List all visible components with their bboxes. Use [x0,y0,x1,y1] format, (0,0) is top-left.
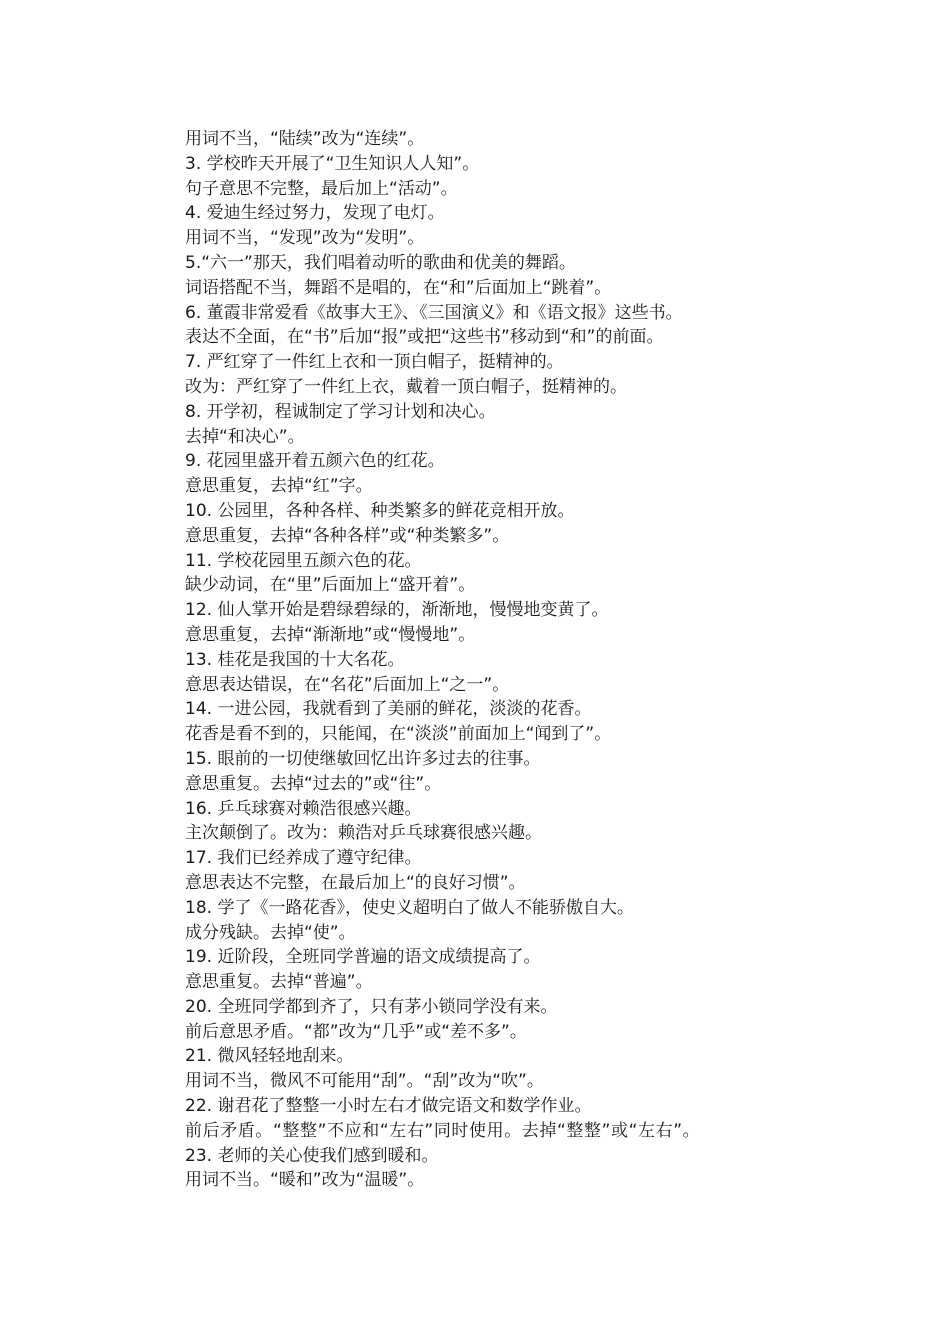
answer-line: 用词不当，微风不可能用“刮”。“刮”改为“吹”。 [185,1071,544,1092]
question-line: 17. 我们已经养成了遵守纪律。 [185,848,422,869]
answer-line: 去掉“和决心”。 [185,426,305,447]
answer-line: 意思表达不完整，在最后加上“的良好习惯”。 [185,872,526,893]
question-line: 12. 仙人掌开始是碧绿碧绿的，渐渐地，慢慢地变黄了。 [185,600,609,621]
answer-line: 意思表达错误，在“名花”后面加上“之一”。 [185,674,510,695]
answer-line: 句子意思不完整，最后加上“活动”。 [185,178,458,199]
question-line: 22. 谢君花了整整一小时左右才做完语文和数学作业。 [185,1096,592,1117]
question-line: 18. 学了《一路花香》，使史义超明白了做人不能骄傲自大。 [185,897,634,918]
question-line: 6. 董霞非常爱看《故事大王》、《三国演义》和《语文报》这些书。 [185,302,683,323]
answer-line: 意思重复，去掉“渐渐地”或“慢慢地”。 [185,624,476,645]
answer-line: 词语搭配不当，舞蹈不是唱的，在“和”后面加上“跳着”。 [185,277,612,298]
answer-line: 花香是看不到的，只能闻，在“淡淡”前面加上“闻到了”。 [185,724,612,745]
answer-line: 表达不全面，在“书”后加“报”或把“这些书”移动到“和”的前面。 [185,327,664,348]
question-line: 11. 学校花园里五颜六色的花。 [185,550,422,571]
question-line: 4. 爱迪生经过努力，发现了电灯。 [185,203,445,224]
answer-line: 用词不当，“发现”改为“发明”。 [185,228,425,249]
answer-line: 缺少动词，在“里”后面加上“盛开着”。 [185,575,476,596]
answer-line: 意思重复。去掉“过去的”或“往”。 [185,773,442,794]
answer-line-wrapped: 前后矛盾。“整整”不应和“左右”同时使用。去掉“整整”或“左右”。 [185,1120,701,1141]
question-line: 20. 全班同学都到齐了，只有茅小锁同学没有来。 [185,996,558,1017]
document-body [143,127,813,1193]
answer-line: 意思重复。去掉“普遍”。 [185,972,373,993]
question-line: 9. 花园里盛开着五颜六色的红花。 [185,451,445,472]
answer-line: 主次颠倒了。改为：赖浩对乒乓球赛很感兴趣。 [185,823,542,844]
question-line: 10. 公园里，各种各样、种类繁多的鲜花竞相开放。 [185,500,575,521]
question-line: 13. 桂花是我国的十大名花。 [185,649,405,670]
question-line: 15. 眼前的一切使继敏回忆出许多过去的往事。 [185,748,541,769]
question-line: 21. 微风轻轻地刮来。 [185,1046,354,1067]
answer-line: 意思重复，去掉“各种各样”或“种类繁多”。 [185,525,510,546]
answer-line: 前后意思矛盾。“都”改为“几乎”或“差不多”。 [185,1021,527,1042]
question-line: 8. 开学初，程诚制定了学习计划和决心。 [185,401,496,422]
answer-line: 改为：严红穿了一件红上衣，戴着一顶白帽子，挺精神的。 [185,376,627,397]
question-line: 14. 一进公园，我就看到了美丽的鲜花，淡淡的花香。 [185,699,592,720]
text-line: 用词不当，“陆续”改为“连续”。 [185,129,425,149]
question-line: 3. 学校昨天开展了“卫生知识人人知”。 [185,153,480,174]
question-line: 23. 老师的关心使我们感到暖和。 [185,1145,439,1166]
question-line: 19. 近阶段，全班同学普遍的语文成绩提高了。 [185,947,541,968]
question-line: 5.“六一”那天，我们唱着动听的歌曲和优美的舞蹈。 [185,252,576,273]
answer-line: 用词不当。“暖和”改为“温暖”。 [185,1170,425,1191]
answer-line: 成分残缺。去掉“使”。 [185,922,356,943]
question-line: 16. 乒乓球赛对赖浩很感兴趣。 [185,798,422,819]
question-line: 7. 严红穿了一件红上衣和一顶白帽子，挺精神的。 [185,352,564,373]
answer-line: 意思重复，去掉“红”字。 [185,476,373,497]
